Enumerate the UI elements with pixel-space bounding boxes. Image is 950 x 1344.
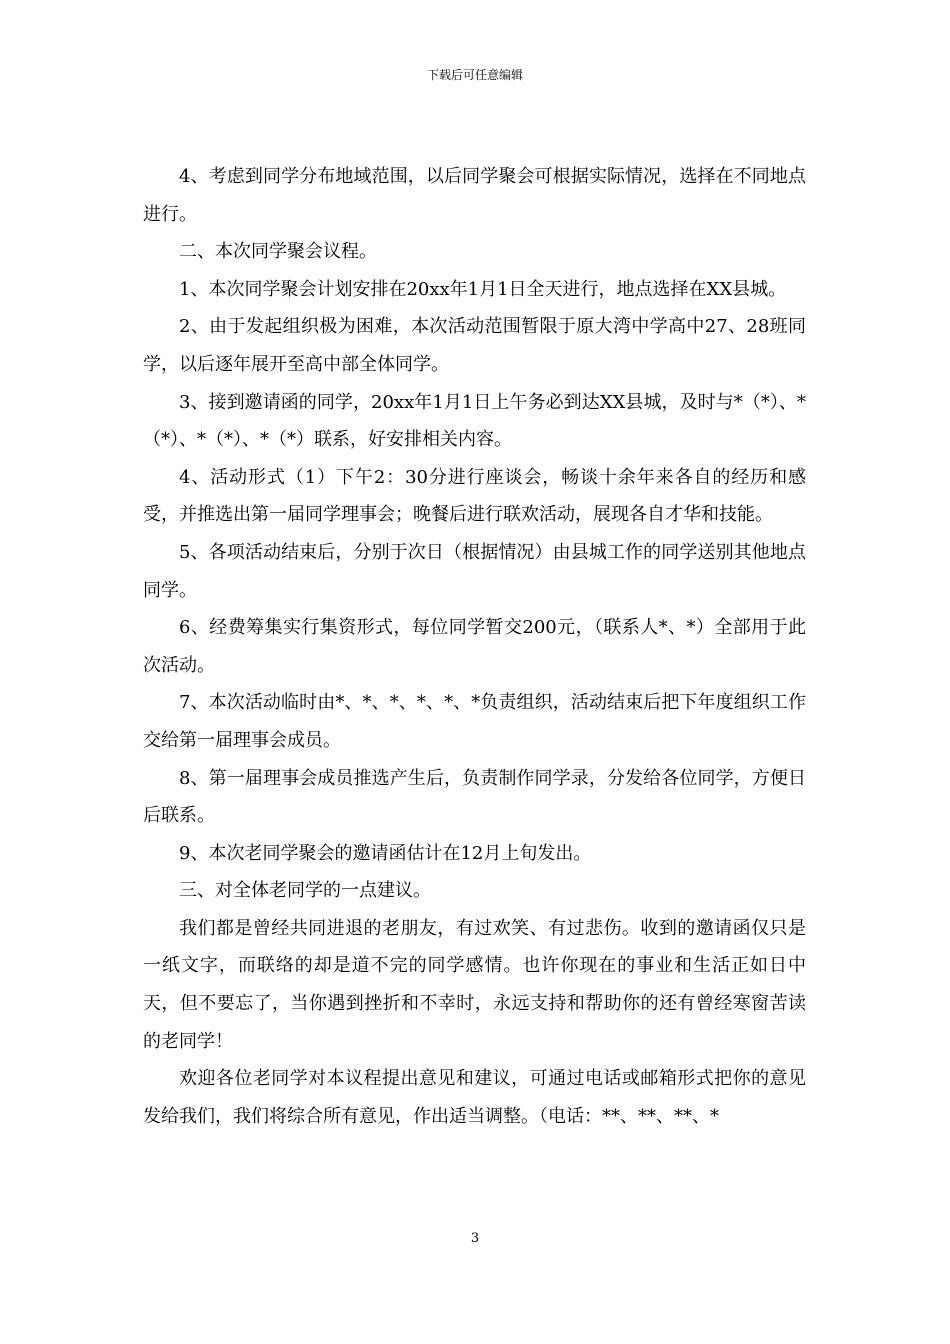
- paragraph: 4、考虑到同学分布地域范围，以后同学聚会可根据实际情况，选择在不同地点进行。: [143, 166, 806, 225]
- paragraph: 7、本次活动临时由*、*、*、*、*、*负责组织，活动结束后把下年度组织工作交给第一届理事会成员。: [143, 692, 806, 751]
- paragraph: 9、本次老同学聚会的邀请函估计在12月上旬发出。: [179, 842, 592, 864]
- paragraph: 4、活动形式（1）下午2：30分进行座谈会，畅谈十余年来各自的经历和感受，并推选出第一届同学理事会；晚餐后进行联欢活动，展现各自才华和技能。: [143, 466, 806, 526]
- paragraph: 我们都是曾经共同进退的老朋友，有过欢笑、有过悲伤。收到的邀请函仅只是一纸文字，而联络的却是道不完的同学感情。也许你现在的事业和生活正如日中天，但不要忘了，当你遇到挫折和不幸时，永远支持和帮助你的还有曾经寒窗苦读的老同学！: [143, 917, 806, 1052]
- section-heading: 三、对全体老同学的一点建议。: [179, 880, 431, 902]
- paragraph: 5、各项活动结束后，分别于次日（根据情况）由县城工作的同学送别其他地点同学。: [143, 541, 806, 601]
- paragraph: 2、由于发起组织极为困难，本次活动范围暂限于原大湾中学高中27、28班同学，以后逐年展开至高中部全体同学。: [143, 316, 806, 375]
- paragraph: 8、第一届理事会成员推选产生后，负责制作同学录，分发给各位同学，方便日后联系。: [143, 767, 806, 827]
- page-number: 3: [470, 1231, 480, 1246]
- paragraph: 1、本次同学聚会计划安排在20xx年1月1日全天进行，地点选择在XX县城。: [179, 278, 787, 300]
- paragraph: 6、经费筹集实行集资形式，每位同学暂交200元，（联系人*、*）全部用于此次活动。: [143, 617, 806, 676]
- paragraph: 3、接到邀请函的同学，20xx年1月1日上午务必到达XX县城，及时与*（*）、*（*）、*（*）、*（*）联系，好安排相关内容。: [143, 391, 806, 451]
- paragraph: 欢迎各位老同学对本议程提出意见和建议，可通过电话或邮箱形式把你的意见发给我们，我们将综合所有意见，作出适当调整。（电话：**、**、**、*: [143, 1068, 806, 1127]
- section-heading: 二、本次同学聚会议程。: [179, 241, 377, 263]
- document-body: [143, 158, 806, 1135]
- page-header-note: 下载后可任意编辑: [426, 68, 523, 82]
